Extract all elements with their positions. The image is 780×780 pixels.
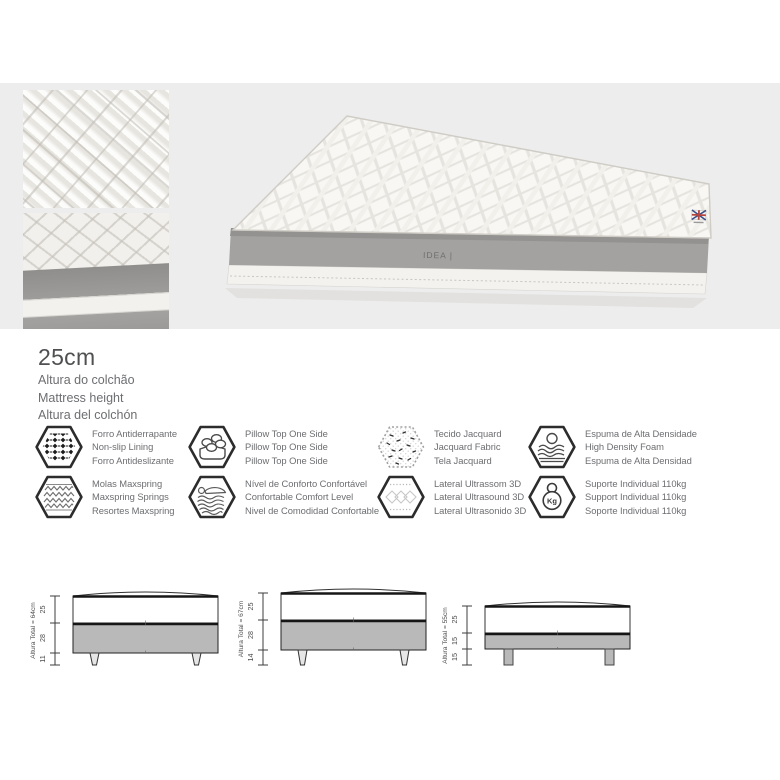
mattress-box: [73, 596, 218, 623]
segment-base: 28: [246, 631, 255, 639]
comfort-level-icon: [188, 475, 236, 519]
individual-support-icon: [528, 475, 576, 519]
feature-line: Tecido Jacquard: [434, 428, 502, 440]
total-height-label: Altura Total = 55cm: [442, 607, 449, 664]
dimension-diagrams: [0, 585, 780, 675]
leg: [90, 653, 99, 665]
feature-line: Resortes Maxspring: [92, 504, 175, 516]
feature-line: Suporte Individual 110kg: [585, 478, 687, 490]
feature-line: Forro Antideslizante: [92, 454, 174, 466]
feature-line: Maxspring Springs: [92, 491, 169, 503]
feature-jacquard: [377, 425, 502, 469]
diagram-67cm: [236, 585, 441, 673]
segment-mattress: 25: [246, 602, 255, 611]
feature-non-slip: [35, 425, 177, 469]
segment-mattress: 25: [450, 615, 459, 624]
feature-line: Pillow Top One Side: [245, 454, 328, 466]
feature-line: Non-slip Lining: [92, 441, 154, 453]
leg: [192, 653, 201, 665]
feature-maxspring: [35, 475, 174, 519]
segment-legs: 14: [246, 653, 255, 662]
feature-line: Jacquard Fabric: [434, 441, 501, 453]
high-density-foam-icon: [528, 425, 576, 469]
leg: [504, 649, 513, 665]
base-box: [281, 620, 426, 650]
lateral-ultrasound-icon: [377, 475, 425, 519]
diagram-64cm: [28, 585, 233, 673]
feature-line: Lateral Ultrasound 3D: [434, 491, 525, 503]
mattress-box: [281, 593, 426, 620]
feature-line: Lateral Ultrassom 3D: [434, 478, 522, 490]
feature-line: Molas Maxspring: [92, 478, 163, 490]
feature-line: Confortable Comfort Level: [245, 491, 354, 503]
mattress-height-block: [38, 344, 137, 424]
product-photo-band: [0, 83, 780, 329]
feature-line: Espuma de Alta Densidade: [585, 428, 697, 440]
kg-label: Kg: [547, 496, 557, 506]
mattress-box: [485, 606, 630, 633]
mattress-corner-thumbnail: [23, 213, 169, 329]
feature-line: Soporte Individual 110kg: [585, 504, 687, 516]
feature-line: Espuma de Alta Densidad: [585, 454, 692, 466]
feature-line: Lateral Ultrasonido 3D: [434, 504, 527, 516]
segment-legs: 15: [450, 653, 459, 661]
feature-line: Tela Jacquard: [434, 454, 492, 466]
height-label-en: Mattress height: [38, 390, 124, 405]
feature-individual-support: [528, 475, 686, 519]
leg: [605, 649, 614, 665]
mattress-photo: [195, 88, 760, 323]
leg: [400, 650, 409, 665]
pillow-top-icon: [188, 425, 236, 469]
feature-pillow-top: [188, 425, 328, 469]
segment-base: 28: [38, 634, 47, 642]
feature-high-density-foam: [528, 425, 697, 469]
feature-lateral-ultrasound: [377, 475, 526, 519]
total-height-label: Altura Total = 67cm: [238, 600, 245, 658]
feature-line: Nível de Conforto Confortável: [245, 478, 368, 490]
features-grid: [35, 425, 755, 525]
fabric-closeup-thumbnail: [23, 90, 169, 208]
feature-line: Support Individual 110kg: [585, 491, 687, 503]
non-slip-lining-icon: [35, 425, 83, 469]
leg: [298, 650, 307, 665]
page-title: 25cm: [38, 344, 96, 370]
feature-line: Forro Antiderrapante: [92, 428, 177, 440]
segment-legs: 11: [38, 655, 47, 663]
feature-line: Pillow Top One Side: [245, 428, 328, 440]
feature-line: Nivel de Comodidad Confortable: [245, 504, 379, 516]
feature-comfort-level: [188, 475, 379, 519]
diagram-55cm: [440, 585, 645, 673]
height-label-es: Altura del colchón: [38, 408, 138, 422]
quilt-texture: [23, 90, 169, 208]
feature-line: Pillow Top One Side: [245, 441, 328, 453]
corner-texture: [23, 213, 169, 329]
maxspring-springs-icon: [35, 475, 83, 519]
brand-label: IDEA |: [422, 250, 454, 261]
segment-base: 15: [450, 637, 459, 645]
base-box: [73, 623, 218, 653]
feature-line: High Density Foam: [585, 441, 664, 453]
jacquard-fabric-icon: [377, 425, 425, 469]
height-label-pt: Altura do colchão: [38, 373, 135, 387]
segment-mattress: 25: [38, 605, 47, 614]
total-height-label: Altura Total = 64cm: [30, 602, 37, 659]
